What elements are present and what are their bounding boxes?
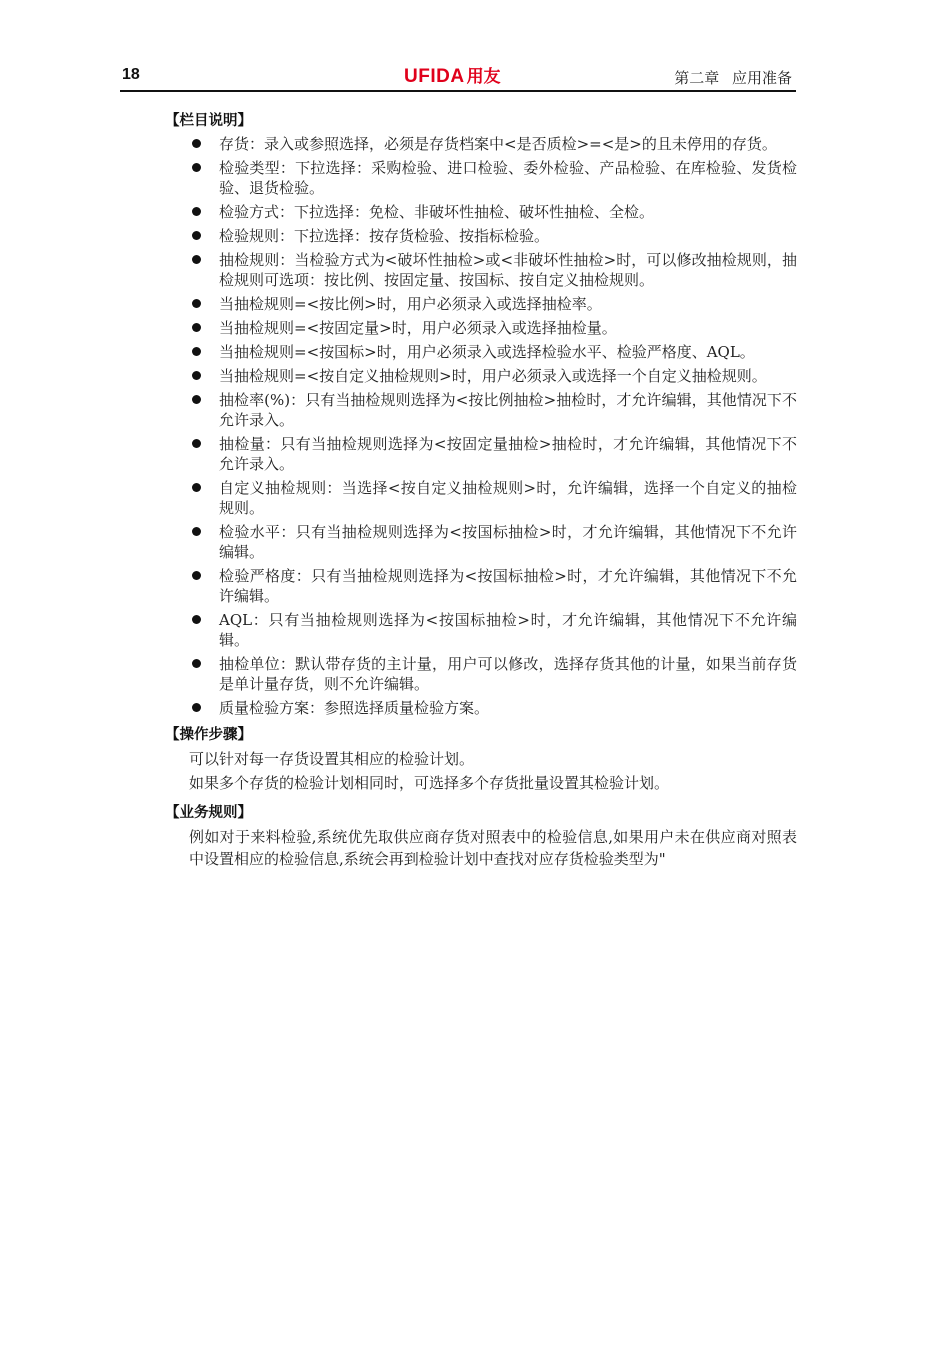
page-content	[165, 108, 797, 870]
bullet-icon	[192, 255, 201, 264]
list-item-text: 检验类型：下拉选择：采购检验、进口检验、委外检验、产品检验、在库检验、发货检验、退货检验。	[219, 159, 797, 197]
list-item-text: 当抽检规则=<按国标>时，用户必须录入或选择检验水平、检验严格度、AQL。	[219, 343, 755, 361]
page-number: 18	[122, 66, 140, 83]
list-item	[165, 478, 797, 518]
list-item-text: 检验规则：下拉选择：按存货检验、按指标检验。	[219, 227, 550, 245]
list-item	[165, 226, 797, 246]
list-item-text: 抽检规则：当检验方式为<破坏性抽检>或<非破坏性抽检>时，可以修改抽检规则，抽检规则可选项：按比例、按固定量、按国标、按自定义抽检规则。	[219, 251, 797, 289]
section-heading-operation-steps: 【操作步骤】	[165, 727, 252, 743]
bullet-icon	[192, 395, 201, 404]
bullet-icon	[192, 163, 201, 172]
list-item	[165, 158, 797, 198]
list-item	[165, 434, 797, 474]
list-item-text: 抽检率(%)：只有当抽检规则选择为<按比例抽检>抽检时，才允许编辑，其他情况下不允许录入。	[219, 391, 797, 429]
list-item-text: 当抽检规则=<按自定义抽检规则>时，用户必须录入或选择一个自定义抽检规则。	[219, 367, 767, 385]
section-heading-business-rules: 【业务规则】	[165, 805, 252, 821]
ufida-logo	[404, 62, 501, 88]
list-item-text: 存货：录入或参照选择，必须是存货档案中<是否质检>=<是>的且未停用的存货。	[219, 135, 777, 153]
bullet-icon	[192, 207, 201, 216]
list-item	[165, 610, 797, 650]
list-item-text: 当抽检规则=<按比例>时，用户必须录入或选择抽检率。	[219, 295, 602, 313]
bullet-icon	[192, 659, 201, 668]
list-item	[165, 134, 797, 154]
list-item-text: 检验严格度：只有当抽检规则选择为<按国标抽检>时，才允许编辑，其他情况下不允许编辑。	[219, 567, 797, 605]
list-item-text: 检验方式：下拉选择：免检、非破坏性抽检、破坏性抽检、全检。	[219, 203, 655, 221]
list-item	[165, 294, 797, 314]
bullet-icon	[192, 323, 201, 332]
list-item	[165, 566, 797, 606]
list-item	[165, 342, 797, 362]
list-item	[165, 318, 797, 338]
bullet-icon	[192, 299, 201, 308]
list-item-text: 抽检量：只有当抽检规则选择为<按固定量抽检>抽检时，才允许编辑，其他情况下不允许录入。	[219, 435, 797, 473]
list-item	[165, 522, 797, 562]
list-item	[165, 698, 797, 718]
logo-text-en: UFIDA	[404, 66, 465, 87]
list-item	[165, 250, 797, 290]
column-description-list	[165, 134, 797, 718]
list-item-text: 自定义抽检规则：当选择<按自定义抽检规则>时，允许编辑，选择一个自定义的抽检规则。	[219, 479, 797, 517]
paragraph: 如果多个存货的检验计划相同时，可选择多个存货批量设置其检验计划。	[189, 774, 670, 792]
bullet-icon	[192, 231, 201, 240]
bullet-icon	[192, 139, 201, 148]
bullet-icon	[192, 439, 201, 448]
list-item-text: AQL：只有当抽检规则选择为<按国标抽检>时，才允许编辑，其他情况下不允许编辑。	[219, 611, 797, 649]
list-item-text: 质量检验方案：参照选择质量检验方案。	[219, 699, 490, 717]
list-item	[165, 366, 797, 386]
list-item-text: 当抽检规则=<按固定量>时，用户必须录入或选择抽检量。	[219, 319, 617, 337]
logo-text-cn: 用友	[466, 67, 501, 87]
bullet-icon	[192, 527, 201, 536]
paragraph: 例如对于来料检验,系统优先取供应商存货对照表中的检验信息,如果用户未在供应商对照表中设置相应的检验信息,系统会再到检验计划中查找对应存货检验类型为"	[189, 828, 797, 868]
bullet-icon	[192, 371, 201, 380]
paragraph: 可以针对每一存货设置其相应的检验计划。	[189, 750, 475, 768]
bullet-icon	[192, 347, 201, 356]
bullet-icon	[192, 571, 201, 580]
section-heading-column-description: 【栏目说明】	[165, 113, 252, 129]
list-item	[165, 202, 797, 222]
bullet-icon	[192, 703, 201, 712]
list-item-text: 检验水平：只有当抽检规则选择为<按国标抽检>时，才允许编辑，其他情况下不允许编辑。	[219, 523, 797, 561]
bullet-icon	[192, 615, 201, 624]
list-item	[165, 654, 797, 694]
list-item	[165, 390, 797, 430]
bullet-icon	[192, 483, 201, 492]
page-header	[120, 62, 796, 92]
list-item-text: 抽检单位：默认带存货的主计量，用户可以修改，选择存货其他的计量，如果当前存货是单计量存货，则不允许编辑。	[219, 655, 797, 693]
chapter-title: 第二章 应用准备	[674, 69, 792, 87]
